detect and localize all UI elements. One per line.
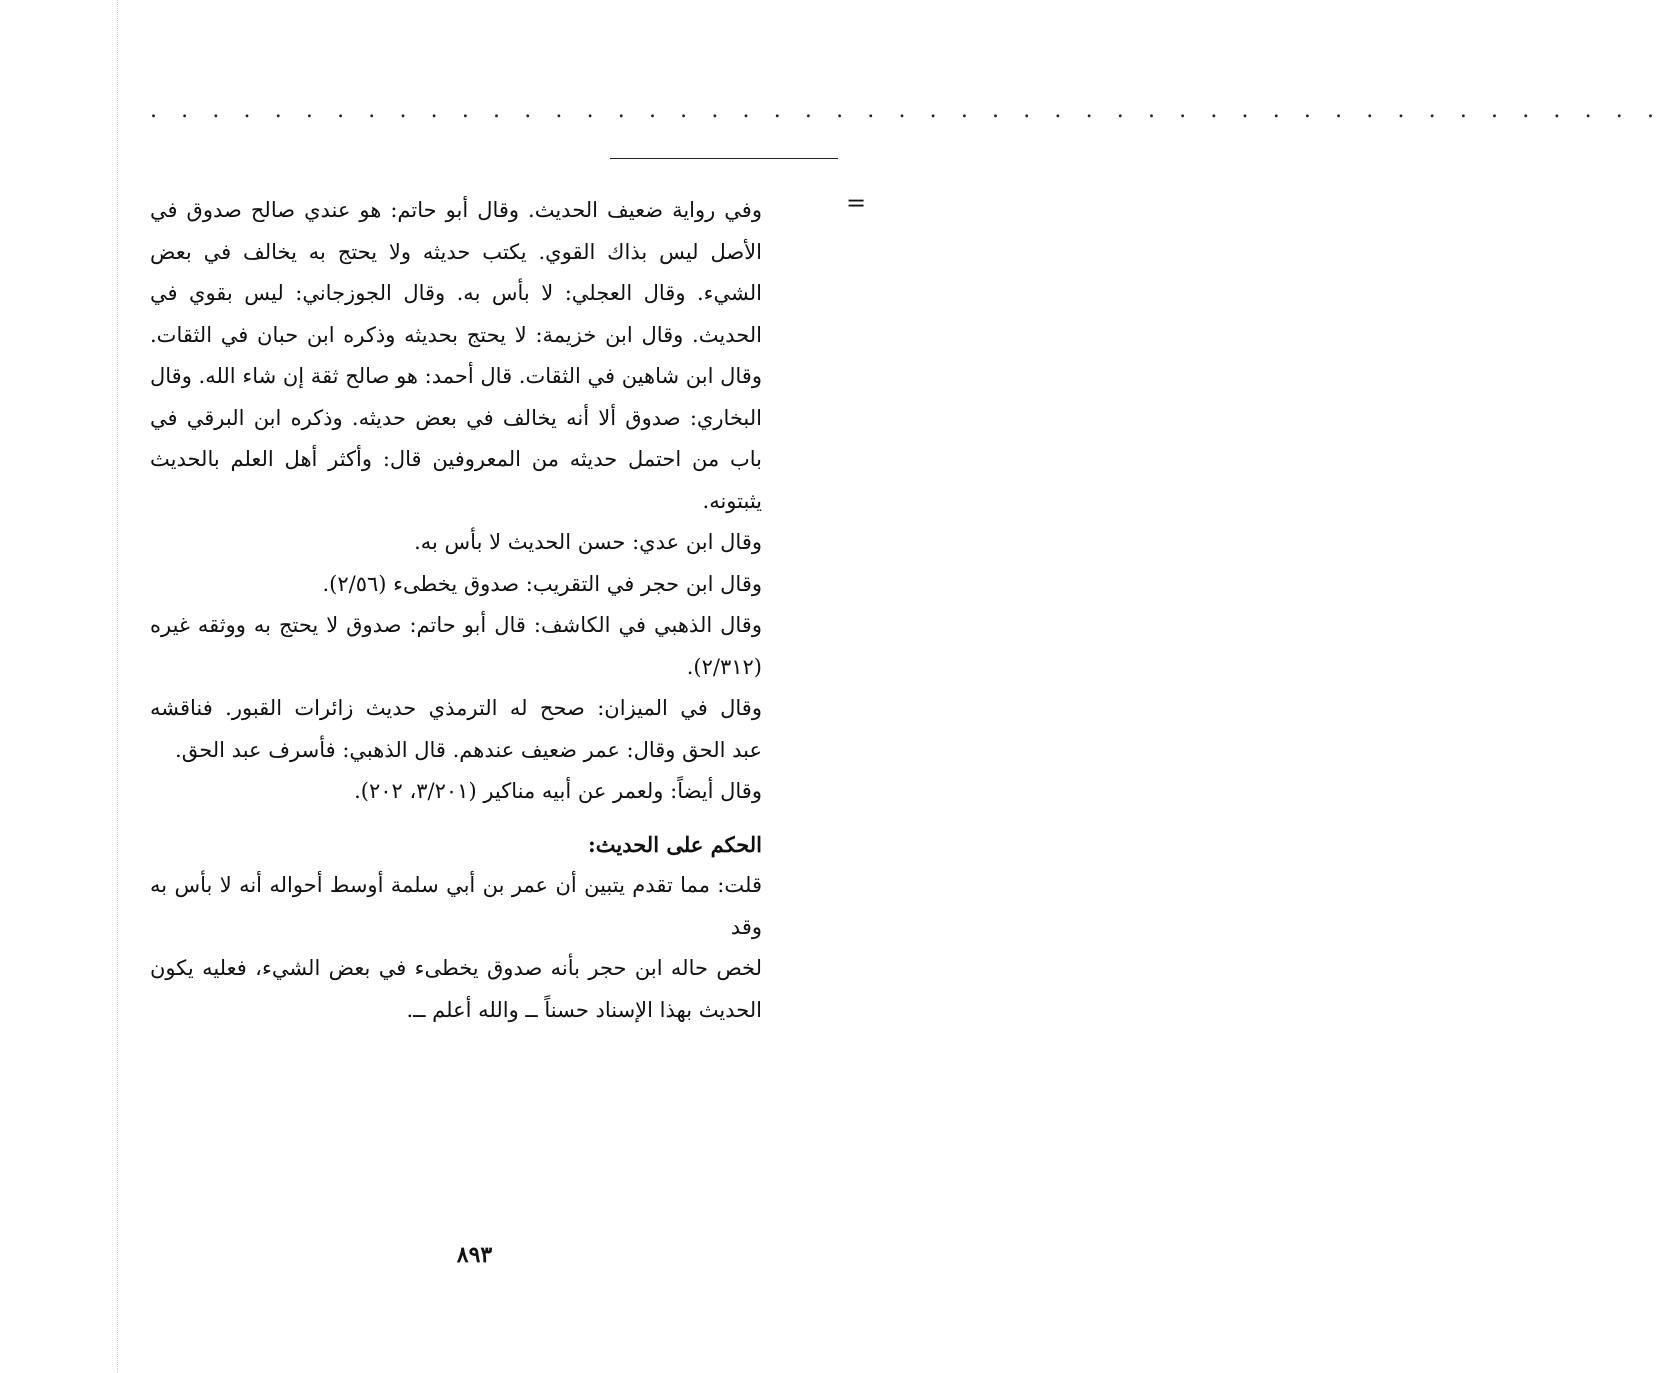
page-number: ٨٩٣ <box>456 1242 493 1268</box>
text-line: وقال ابن حجر في التقريب: صدوق يخطىء (٢/٥٦). <box>322 571 762 596</box>
text-line: الحديث. وقال ابن خزيمة: لا يحتج بحديثه وذكره ابن حبان في الثقات. <box>150 322 762 347</box>
text-line: باب من احتمل حديثه من المعروفين قال: وأكثر أهل العلم بالحديث <box>150 447 762 471</box>
text-line: البخاري: صدوق ألا أنه يخالف في بعض حديثه. وذكره ابن البرقي في <box>150 405 762 430</box>
text-line: الأصل ليس بذاك القوي. يكتب حديثه ولا يحتج به يخالف في بعض <box>150 239 762 264</box>
dotted-separator: . . . . . . . . . . . . . . . . . . . . . . . . . . . . . . . . . . . . . . . . . . . . . . . . . <box>150 98 1663 123</box>
text-line: عبد الحق وقال: عمر ضعيف عندهم. قال الذهبي: فأسرف عبد الحق. <box>175 737 762 762</box>
text-line: وقال ابن شاهين في الثقات. قال أحمد: هو صالح ثقة إن شاء الله. وقال <box>150 364 762 388</box>
section-heading: الحكم على الحديث: <box>588 831 762 857</box>
text-line: (٢/٣١٢). <box>686 654 762 679</box>
verdict-line: لخص حاله ابن حجر بأنه صدوق يخطىء في بعض الشيء، فعليه يكون <box>150 956 762 980</box>
text-line: وفي رواية ضعيف الحديث. وقال أبو حاتم: هو عندي صالح صدوق في <box>150 198 762 222</box>
text-line: وقال أيضاً: ولعمر عن أبيه مناكير (٣/٢٠١، ٢٠٢). <box>354 779 762 803</box>
verdict-line: قلت: مما تقدم يتبين أن عمر بن أبي سلمة أوسط أحواله أنه لا بأس به وقد <box>150 873 762 939</box>
text-line: الشيء. وقال العجلي: لا بأس به. وقال الجوزجاني: ليس بقوي في <box>150 281 762 305</box>
verdict-line: الحديث بهذا الإسناد حسناً ــ والله أعلم ــ. <box>406 997 762 1022</box>
footnote-rule <box>610 158 838 159</box>
binding-gutter-line <box>117 0 118 1373</box>
text-line: وقال في الميزان: صحح له الترمذي حديث زائرات القبور. فناقشه <box>150 696 762 720</box>
text-line: وقال الذهبي في الكاشف: قال أبو حاتم: صدوق لا يحتج به ووثقه غيره <box>150 613 762 637</box>
text-line: يثبتونه. <box>702 488 762 513</box>
text-line: وقال ابن عدي: حسن الحديث لا بأس به. <box>414 530 762 554</box>
continuation-mark: = <box>846 189 867 217</box>
footnote-body <box>150 190 762 1031</box>
